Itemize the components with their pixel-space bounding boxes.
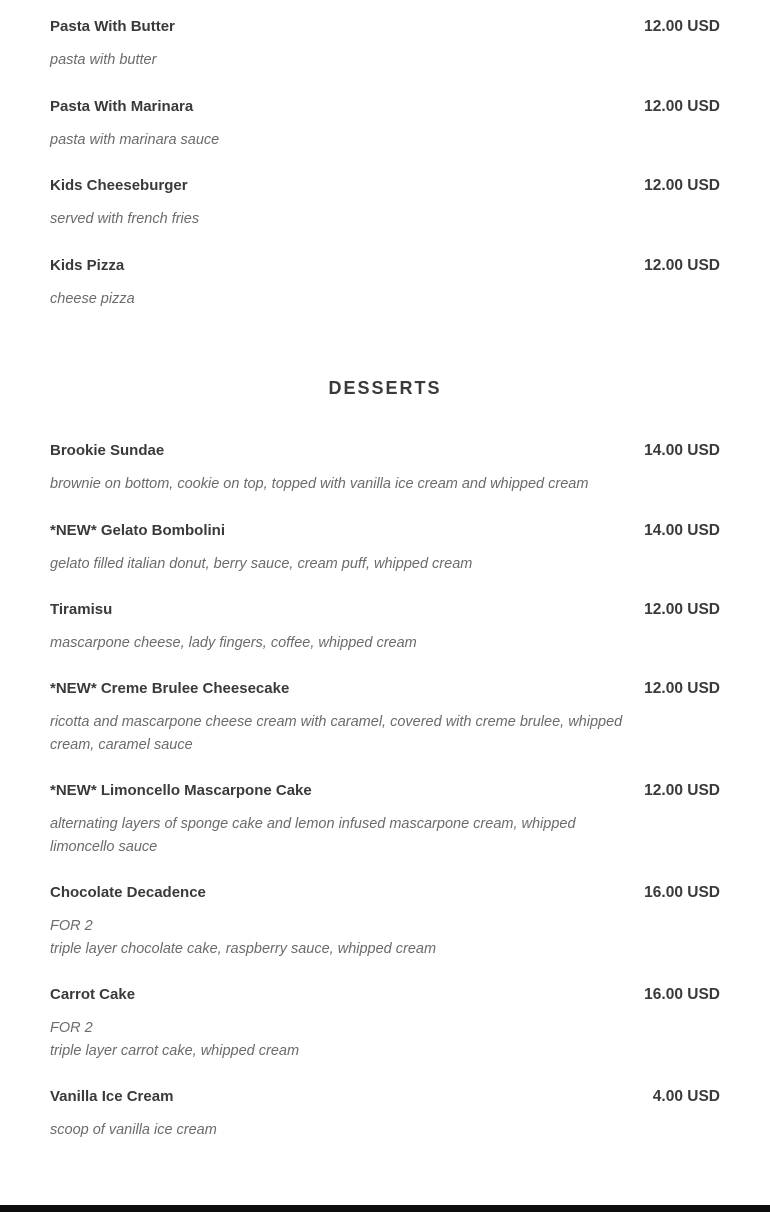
section-title-desserts: DESSERTS bbox=[328, 378, 442, 398]
description-line: scoop of vanilla ice cream bbox=[50, 1122, 217, 1138]
item-name: Vanilla Ice Cream bbox=[50, 1088, 174, 1105]
item-description bbox=[50, 129, 720, 152]
item-name: *NEW* Gelato Bombolini bbox=[50, 522, 226, 539]
description-line: triple layer carrot cake, whipped cream bbox=[50, 1042, 300, 1059]
item-price: 12.00 USD bbox=[644, 18, 720, 35]
description-line: gelato filled italian donut, berry sauce, cream puff, whipped cream bbox=[50, 556, 473, 572]
item-price: 12.00 USD bbox=[644, 782, 720, 799]
item-price: 14.00 USD bbox=[644, 522, 720, 539]
description-line: ricotta and mascarpone cheese cream with caramel, covered with creme brulee, whipped bbox=[50, 714, 623, 730]
item-price: 12.00 USD bbox=[644, 177, 720, 194]
item-name: Kids Cheeseburger bbox=[50, 177, 188, 194]
item-price: 4.00 USD bbox=[652, 1088, 720, 1105]
item-name: Chocolate Decadence bbox=[50, 884, 206, 901]
item-description bbox=[50, 49, 720, 72]
item-name: *NEW* Creme Brulee Cheesecake bbox=[50, 680, 290, 697]
item-price: 14.00 USD bbox=[644, 442, 720, 459]
item-description bbox=[50, 473, 720, 496]
item-price: 12.00 USD bbox=[644, 257, 720, 274]
item-name: Carrot Cake bbox=[50, 986, 136, 1003]
description-line: brownie on bottom, cookie on top, topped with vanilla ice cream and whipped cream bbox=[50, 476, 589, 492]
item-description bbox=[50, 553, 720, 576]
description-line: pasta with marinara sauce bbox=[50, 132, 220, 148]
item-name: Pasta With Butter bbox=[50, 18, 175, 35]
item-price: 16.00 USD bbox=[644, 986, 720, 1003]
item-description bbox=[50, 711, 720, 756]
description-line: cheese pizza bbox=[50, 291, 135, 307]
description-line: alternating layers of sponge cake and lemon infused mascarpone cream, whipped bbox=[50, 816, 576, 832]
description-line: FOR 2 bbox=[50, 918, 93, 934]
description-line: FOR 2 bbox=[50, 1020, 93, 1036]
description-line: triple layer chocolate cake, raspberry sauce, whipped cream bbox=[50, 940, 437, 957]
item-name: Pasta With Marinara bbox=[50, 98, 194, 115]
item-description bbox=[50, 208, 720, 231]
item-price: 12.00 USD bbox=[644, 98, 720, 115]
item-price: 12.00 USD bbox=[644, 601, 720, 618]
item-name: Brookie Sundae bbox=[50, 442, 165, 459]
item-description bbox=[50, 813, 720, 858]
description-line: pasta with butter bbox=[50, 52, 157, 68]
description-line: served with french fries bbox=[50, 211, 200, 227]
item-description bbox=[50, 1017, 720, 1062]
description-line: cream, caramel sauce bbox=[50, 736, 193, 753]
item-description bbox=[50, 288, 720, 311]
description-line: mascarpone cheese, lady fingers, coffee, whipped cream bbox=[50, 635, 417, 651]
item-price: 16.00 USD bbox=[644, 884, 720, 901]
item-name: *NEW* Limoncello Mascarpone Cake bbox=[50, 782, 312, 799]
item-name: Tiramisu bbox=[50, 601, 113, 618]
footer-bar bbox=[0, 1205, 770, 1212]
description-line: limoncello sauce bbox=[50, 838, 158, 855]
item-name: Kids Pizza bbox=[50, 257, 125, 274]
item-description bbox=[50, 1119, 720, 1142]
item-description bbox=[50, 915, 720, 960]
item-description bbox=[50, 632, 720, 655]
item-price: 12.00 USD bbox=[644, 680, 720, 697]
